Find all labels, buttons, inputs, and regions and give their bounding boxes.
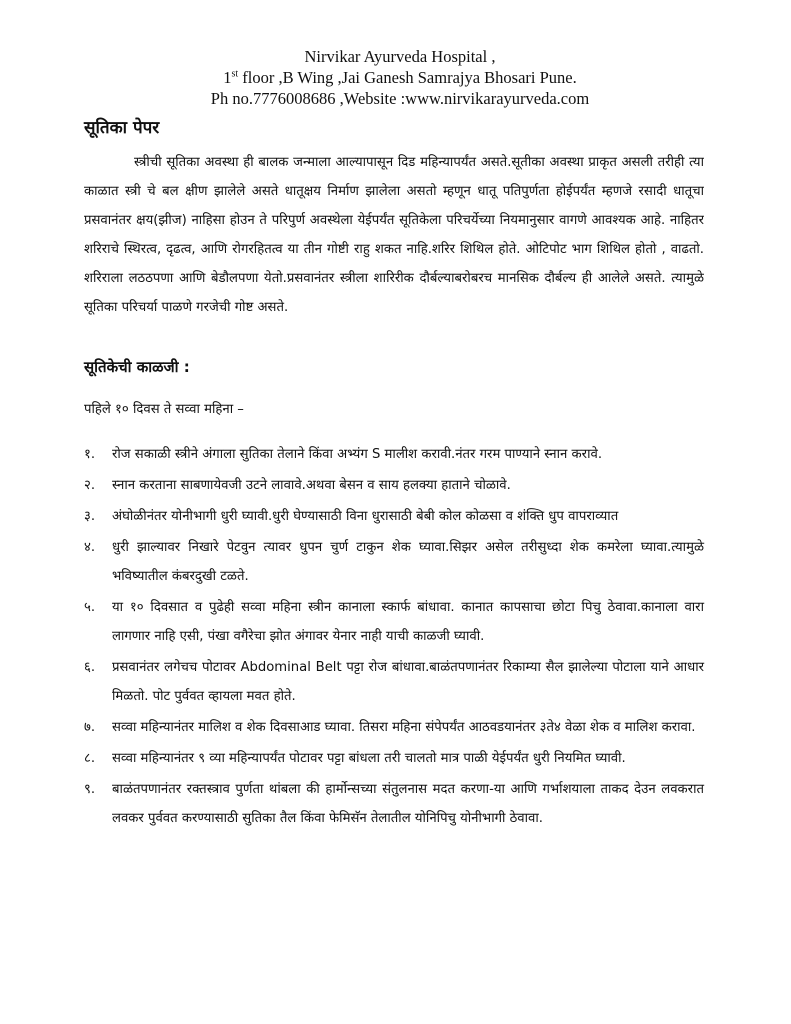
- address-floor-suffix: st: [231, 68, 239, 80]
- section-subline: पहिले १० दिवस ते सव्वा महिना –: [84, 402, 244, 417]
- intro-paragraph: स्त्रीची सूतिका अवस्था ही बालक जन्माला आल्यापासून दिड महिन्यापर्यंत असते.सूतीका अवस्था प्राकृत असली तरीही त्या काळात स्त्री चे बल क्षीण झालेले असते धातूक्षय निर्माण झालेला असतो म्हणून धातू पतिपुर्णता होईपर्यंत म्हणजे रसादी धातूचा प्रसवानंतर क्षय(झीज) नाहिसा होउन ते परिपुर्ण अवस्थेला येईपर्यंत सूतिकेला परिचर्येच्या नियमानुसार वागणे आवश्यक आहे. नाहितर शरिराचे स्थिरत्व, दृढत्व, आणि रोगरहितत्व या तीन गोष्टी राहु शकत नाहि.शरिर शिथिल होते. ओटिपोट भाग शिथिल होतो , वाढतो. शरिराला लठठपणा आणि बेडौलपणा येतो.प्रसवानंतर स्त्रीला शारिरीक दौर्बल्याबरोबरच मानसिक दौर्बल्य ही आलेले असते. त्यामुळे सूतिका परिचर्या पाळणे गरजेची गोष्ट असते.: [84, 155, 704, 315]
- page-title: सूतिका पेपर: [84, 118, 160, 138]
- list-item-text: बाळंतपणानंतर रक्तस्त्राव पुर्णता थांबला की हार्मोन्सच्या संतुलनास मदत करणा-या आणि गर्भाशयाला ताकद देउन लवकरात लवकर पुर्ववत करण्यासाठी सुतिका तैल किंवा फेमिसॅन तेलातील योनिपिचु योनीभागी ठेवावा.: [112, 782, 704, 826]
- list-item: [84, 440, 704, 469]
- list-item-number: ३.: [84, 509, 96, 524]
- list-item: [84, 653, 704, 711]
- hospital-name: Nirvikar Ayurveda Hospital ,: [304, 47, 496, 66]
- list-item-number: ७.: [84, 720, 96, 735]
- list-item-text: रोज सकाळी स्त्रीने अंगाला सुतिका तेलाने किंवा अभ्यंग S मालीश करावी.नंतर गरम पाण्याने स्नान करावे.: [112, 447, 603, 462]
- list-item-text: सव्वा महिन्यानंतर मालिश व शेक दिवसाआड घ्यावा. तिसरा महिना संपेपर्यंत आठवडयानंतर ३ते४ वेळा शेक व मालिश करावा.: [112, 720, 696, 735]
- list-item-number: ८.: [84, 751, 96, 766]
- list-item-number: २.: [84, 478, 96, 493]
- list-item-text: या १० दिवसात व पुढेही सव्वा महिना स्त्रीन कानाला स्कार्फ बांधावा. कानात कापसाचा छोटा पिचु ठेवावा.कानाला वारा लागणार नाहि एसी, पंखा वगैरेचा झोत अंगावर येनार नाही याची काळजी घ्यावी.: [112, 600, 704, 644]
- list-item-number: ६.: [84, 660, 96, 675]
- address-floor-number: 1: [223, 68, 232, 87]
- list-item-text: सव्वा महिन्यानंतर ९ व्या महिन्यापर्यंत पोटावर पट्टा बांधला तरी चालतो मात्र पाळी येईपर्यंत धुरी नियमित घ्यावी.: [112, 751, 626, 766]
- list-item-text: अंघोळीनंतर योनीभागी धुरी घ्यावी.धुरी घेण्यासाठी विना धुरासाठी बेबी कोल कोळसा व शंक्ति धुप वापराव्यात: [112, 509, 619, 524]
- list-item: [84, 713, 704, 742]
- address-rest: floor ,B Wing ,Jai Ganesh Samrajya Bhosari Pune.: [238, 68, 577, 87]
- list-item-text: प्रसवानंतर लगेचच पोटावर Abdominal Belt पट्टा रोज बांधावा.बाळंतपणानंतर रिकाम्या सैल झालेल्या पोटाला याने आधार मिळतो. पोट पुर्ववत व्हायला मवत होते.: [112, 660, 704, 704]
- list-item: [84, 744, 704, 773]
- list-item-number: १.: [84, 447, 96, 462]
- list-item: [84, 775, 704, 833]
- list-item: [84, 533, 704, 591]
- list-item-text: स्नान करताना साबणायेवजी उटने लावावे.अथवा बेसन व साय हलक्या हाताने चोळावे.: [112, 478, 511, 493]
- care-instructions-list: [84, 440, 704, 835]
- hospital-address: [120, 67, 680, 88]
- hospital-contact: Ph no.7776008686 ,Website :www.nirvikarayurveda.com: [210, 89, 590, 108]
- list-item-number: ४.: [84, 540, 96, 555]
- list-item: [84, 502, 704, 531]
- section-heading: सूतिकेची काळजी :: [84, 358, 190, 376]
- list-item: [84, 593, 704, 651]
- list-item-text: धुरी झाल्यावर निखारे पेटवुन त्यावर धुपन चुर्ण टाकुन शेक घ्यावा.सिझर असेल तरीसुध्दा शेक कमरेला घ्यावा.त्यामुळे भविष्यातील कंबरदुखी टळते.: [112, 540, 704, 584]
- list-item: [84, 471, 704, 500]
- list-item-number: ९.: [84, 782, 96, 797]
- list-item-number: ५.: [84, 600, 96, 615]
